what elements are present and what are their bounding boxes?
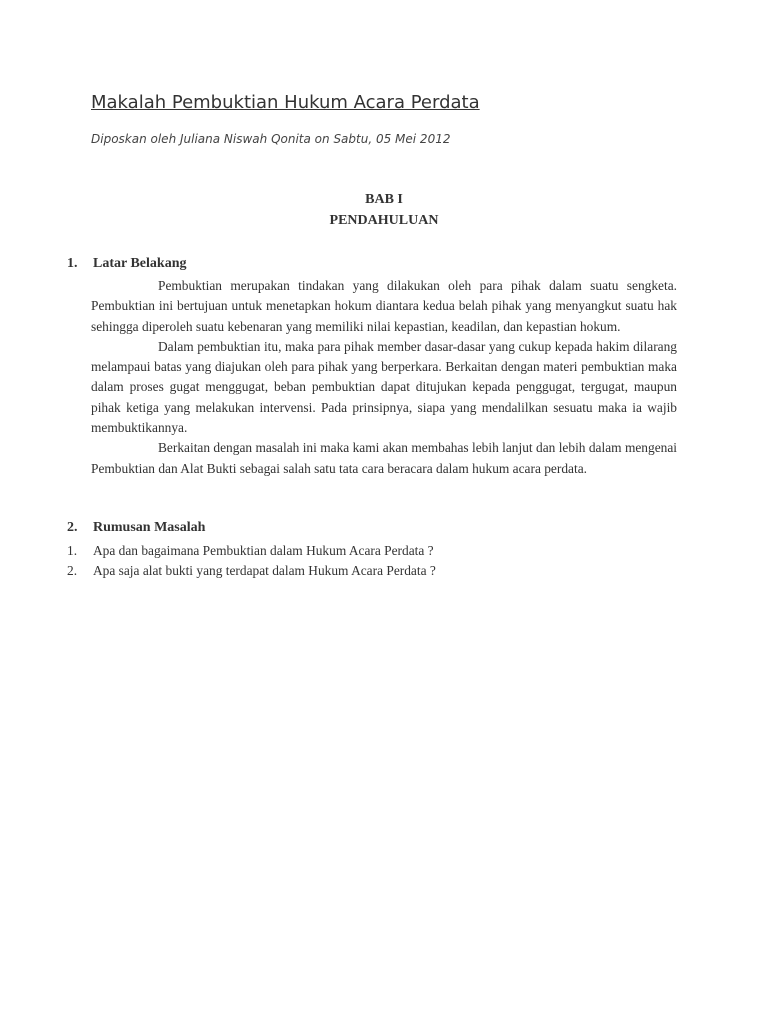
section-body-latar-belakang [91,276,677,479]
section-number: 2. [67,520,78,535]
list-item-number: 1. [67,543,78,558]
list-item-text: Apa dan bagaimana Pembuktian dalam Hukum Acara Perdata ? [93,543,434,558]
section-heading-latar-belakang [67,256,186,272]
paragraph: Berkaitan dengan masalah ini maka kami akan membahas lebih lanjut dan lebih dalam mengenai Pembuktian dan Alat Bukti sebagai salah satu tata cara beracara dalam hukum acara perdata. [91,440,677,476]
list-item [67,561,436,581]
section-heading-text: Rumusan Masalah [93,520,206,535]
section-number: 1. [67,256,78,271]
list-item-text: Apa saja alat bukti yang terdapat dalam Hukum Acara Perdata ? [93,563,436,579]
list-item-number: 2. [67,563,78,579]
list-item [67,541,436,561]
rumusan-masalah-list [67,541,436,582]
paragraph: Pembuktian merupakan tindakan yang dilakukan oleh para pihak dalam suatu sengketa. Pembuktian ini bertujuan untuk menetapkan hokum diantara kedua belah pihak yang menyangkut suatu hak sehingga diperoleh suatu kebenaran yang memiliki nilai kepastian, keadilan, dan kepastian hokum. [91,278,677,334]
document-title: Makalah Pembuktian Hukum Acara Perdata [91,92,480,113]
post-byline: Diposkan oleh Juliana Niswah Qonita on Sabtu, 05 Mei 2012 [91,132,451,146]
paragraph: Dalam pembuktian itu, maka para pihak member dasar-dasar yang cukup kepada hakim dilarang melampaui batas yang diajukan oleh para pihak yang berperkara. Berkaitan dengan materi pembuktian maka dalam proses gugat menggugat, beban pembuktian dapat ditujukan kepada penggugat, tergugat, maupun pihak ketiga yang melakukan intervensi. Pada prinsipnya, siapa yang mendalilkan sesuatu maka ia wajib membuktikannya. [91,338,677,436]
chapter-number: BAB I [365,192,403,207]
section-heading-text: Latar Belakang [93,256,187,271]
section-heading-rumusan-masalah [67,520,205,536]
chapter-title: PENDAHULUAN [329,213,439,228]
